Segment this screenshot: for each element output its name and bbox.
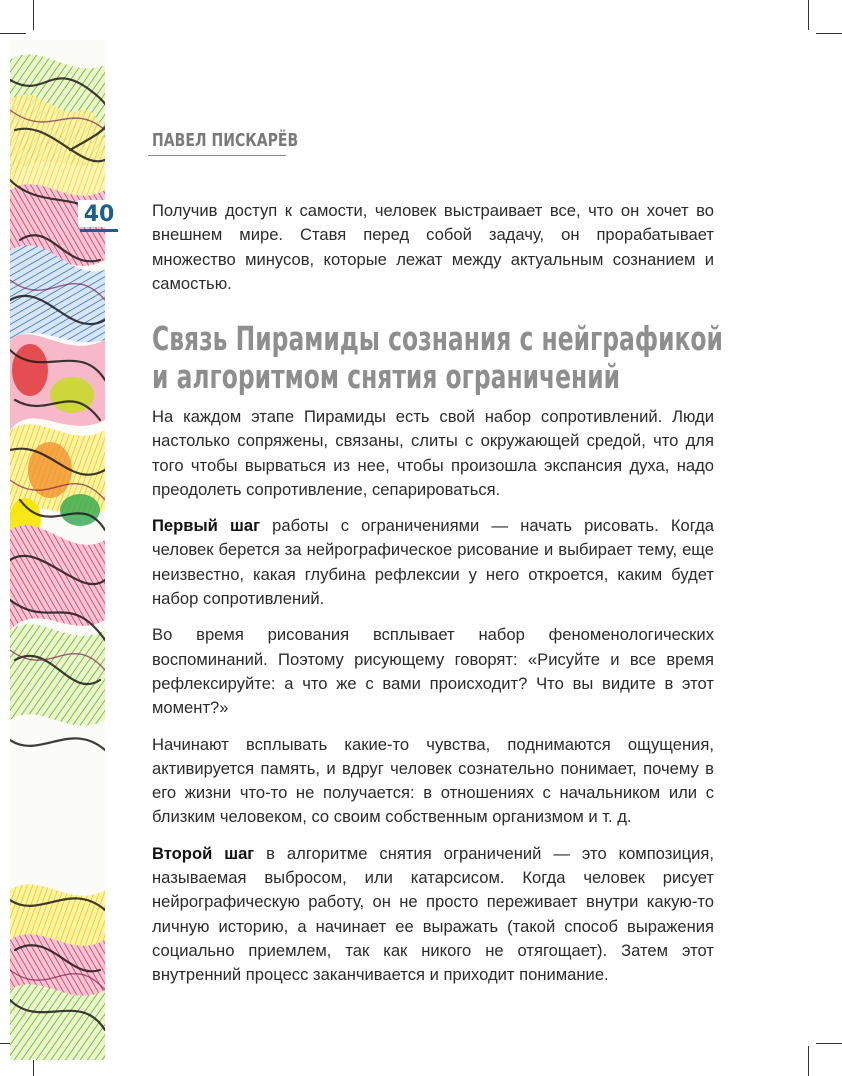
intro-paragraph: Получив доступ к самости, человек выстраивает все, что он хочет во внешнем мире. Ставя перед собой задачу, он прорабатывает множество минусов, которые лежат между актуальным сознанием и самостью. <box>152 201 714 293</box>
section-heading <box>152 319 723 396</box>
body-paragraph <box>152 623 714 720</box>
page-number-underline <box>80 229 118 232</box>
intro-block <box>152 199 714 296</box>
neurographic-side-art <box>10 40 105 1060</box>
section-heading-line-1: Связь Пирамиды сознания с нейграфикой <box>152 319 723 358</box>
paragraph-lead: Первый шаг <box>152 516 261 536</box>
body-paragraph <box>152 514 714 611</box>
crop-mark-bottom-right <box>808 1046 809 1076</box>
body-paragraph <box>152 733 714 830</box>
paragraph-text: работы с ограничениями — начать рисовать. Когда человек берется за нейрографическое рисование и выбирает тему, еще неизвестно, какая глубина рефлексии у него откроется, каким будет набор сопротивлений. <box>152 516 715 609</box>
page-number: 40 <box>78 200 120 227</box>
paragraph-text: Во время рисования всплывает набор феноменологических воспоминаний. Поэтому рисующему говорят: «Рисуйте и все время рефлексируйте: а что же с вами происходит? Что вы видите в этот момент?» <box>152 625 714 718</box>
section-heading-line-2: и алгоритмом снятия ограничений <box>152 357 621 396</box>
paragraph-lead: Второй шаг <box>152 843 255 863</box>
paragraph-text: На каждом этапе Пирамиды есть свой набор сопротивлений. Люди настолько сопряжены, связаны, слиты с окружающей средой, что для того чтобы вырваться из нее, чтобы произошла экспансия духа, надо преодолеть сопротивление, сепарироваться. <box>152 407 714 499</box>
running-head-rule <box>148 155 286 156</box>
crop-mark-top-right <box>808 0 809 30</box>
paragraph-text: в алгоритме снятия ограничений — это композиция, называемая выбросом, или катарсисом. Когда человек рисует нейрографическую работу, он не просто переживает внутри какую-то личную историю, а начинает ее выражать (такой способ выражения социально приемлем, так как никого не отягощает). Затем этот внутренний процесс заканчивается и приходит понимание. <box>152 843 714 985</box>
body-paragraph <box>152 842 714 988</box>
crop-mark-bottom-right-h <box>816 1043 842 1044</box>
body-paragraph <box>152 405 714 502</box>
paragraph-text: Начинают всплывать какие-то чувства, поднимаются ощущения, активируется память, и вдруг человек сознательно понимает, почему в его жизни что-то не получается: в отношениях с начальником или с близким человеком, со своим собственным организмом и т. д. <box>152 734 714 827</box>
crop-mark-top-left <box>33 0 34 30</box>
crop-mark-top-left-h <box>0 33 26 34</box>
running-head-author: ПАВЕЛ ПИСКАРЁВ <box>152 130 299 151</box>
section-body <box>152 405 714 1000</box>
crop-mark-top-right-h <box>816 33 842 34</box>
